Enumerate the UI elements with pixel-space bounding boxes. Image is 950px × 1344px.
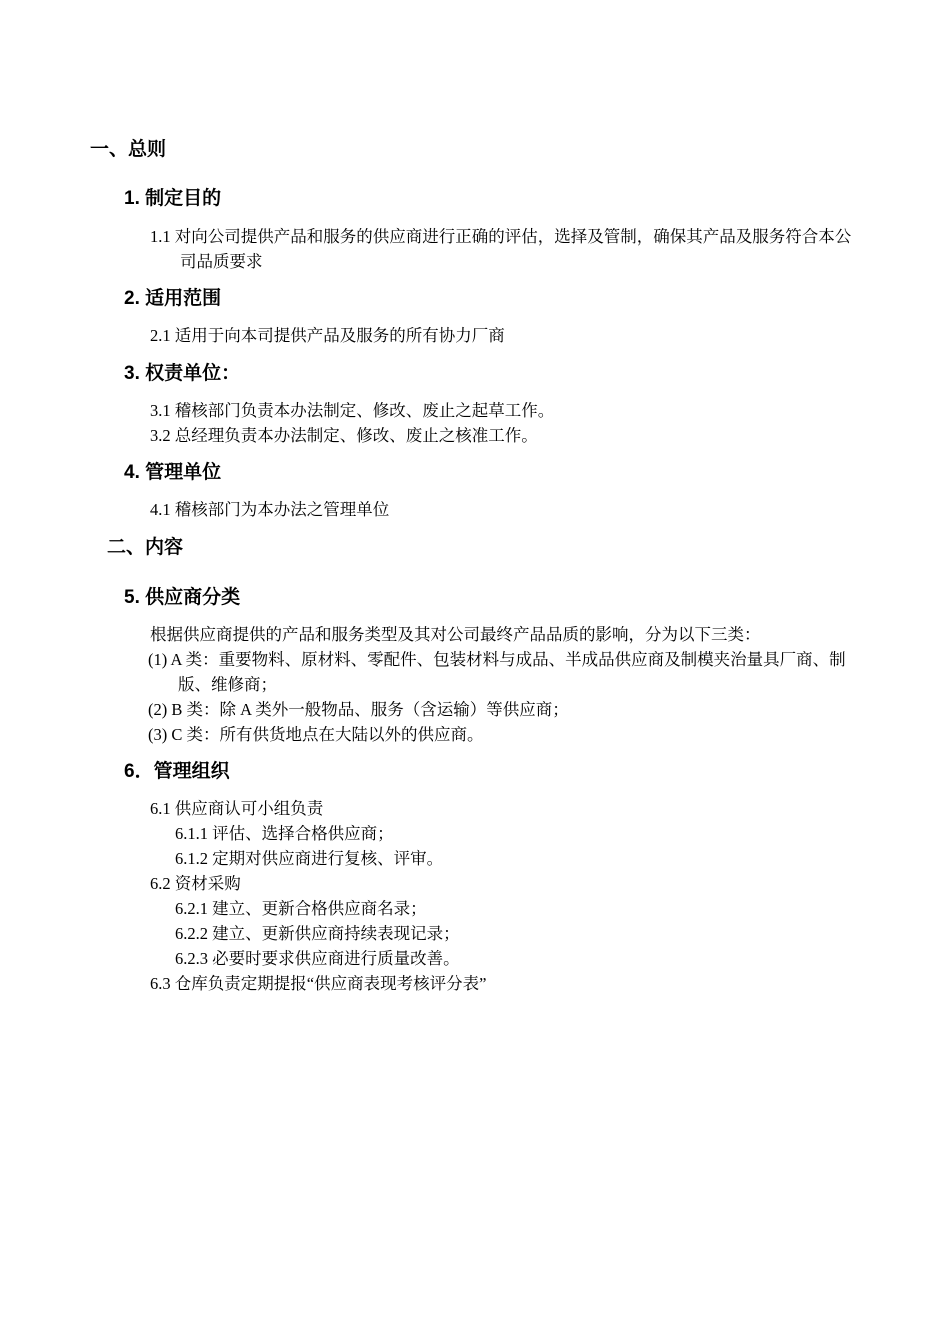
clause-4-1: 4.1 稽核部门为本办法之管理单位 [150, 500, 390, 519]
clause-6-1: 6.1 供应商认可小组负责 [150, 799, 324, 818]
section-body-scope [150, 323, 505, 348]
section-body-responsibility [150, 398, 554, 448]
section-body-purpose [150, 224, 860, 274]
section-body-management-unit [150, 497, 389, 522]
clause-6-2-3: 6.2.3 必要时要求供应商进行质量改善。 [175, 949, 460, 968]
section-heading-purpose: 1. 制定目的 [124, 188, 222, 209]
classification-item-b: (2) B 类：除 A 类外一般物品、服务（含运输）等供应商； [148, 700, 569, 719]
clause-6-1-2: 6.1.2 定期对供应商进行复核、评审。 [175, 849, 444, 868]
section-body-organization [150, 796, 486, 996]
classification-item-a: (1) A 类：重要物料、原材料、零配件、包装材料与成品、半成品供应商及制模夹治量具厂商、制版、维修商； [148, 650, 846, 694]
classification-intro: 根据供应商提供的产品和服务类型及其对公司最终产品品质的影响，分为以下三类： [150, 625, 761, 644]
section-heading-management-unit: 4. 管理单位 [124, 462, 222, 483]
clause-6-2-2: 6.2.2 建立、更新供应商持续表现记录； [175, 924, 460, 943]
classification-list [148, 647, 858, 747]
part-heading-content: 二、内容 [107, 537, 184, 558]
clause-3-1: 3.1 稽核部门负责本办法制定、修改、废止之起草工作。 [150, 401, 555, 420]
section-body-supplier-classification [150, 622, 761, 647]
clause-6-3: 6.3 仓库负责定期提报“供应商表现考核评分表” [150, 974, 487, 993]
part-heading-general: 一、总则 [90, 139, 167, 160]
section-heading-supplier-classification: 5. 供应商分类 [124, 587, 241, 608]
section-heading-scope: 2. 适用范围 [124, 288, 222, 309]
section-heading-organization: 6．管理组织 [124, 761, 230, 782]
clause-6-2: 6.2 资材采购 [150, 874, 241, 893]
clause-2-1: 2.1 适用于向本司提供产品及服务的所有协力厂商 [150, 326, 505, 345]
clause-6-1-1: 6.1.1 评估、选择合格供应商； [175, 824, 394, 843]
clause-6-2-1: 6.2.1 建立、更新合格供应商名录； [175, 899, 427, 918]
classification-item-c: (3) C 类：所有供货地点在大陆以外的供应商。 [148, 725, 484, 744]
clause-3-2: 3.2 总经理负责本办法制定、修改、废止之核准工作。 [150, 426, 538, 445]
clause-1-1: 1.1 对向公司提供产品和服务的供应商进行正确的评估，选择及管制，确保其产品及服务符合本公司品质要求 [150, 227, 852, 271]
section-heading-responsibility: 3. 权责单位： [124, 363, 241, 384]
